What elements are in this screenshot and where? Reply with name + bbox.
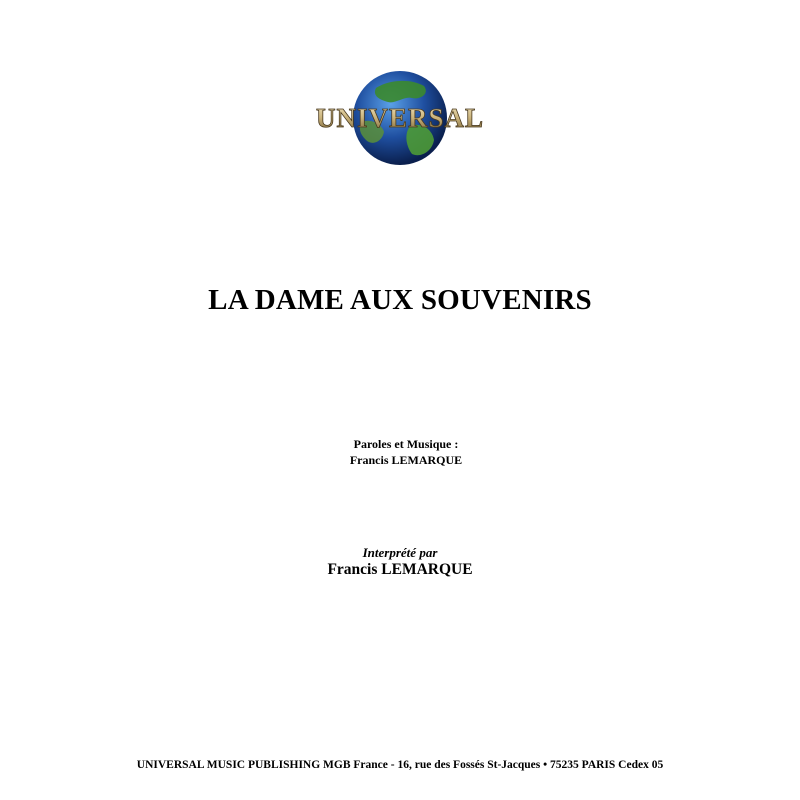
credits-label: Paroles et Musique : [353,437,459,451]
logo-text: UNIVERSAL [315,103,485,133]
publisher-footer: UNIVERSAL MUSIC PUBLISHING MGB France - 16, rue des Fossés St-Jacques • 75235 PARIS Cedex 05 [136,759,664,771]
universal-logo [292,66,508,170]
performer-label: Interprété par [362,545,438,560]
globe-icon [292,66,508,170]
credits-name: Francis LEMARQUE [349,453,463,467]
song-title: LA DAME AUX SOUVENIRS [208,284,592,316]
performer-name: Francis LEMARQUE [327,561,473,578]
